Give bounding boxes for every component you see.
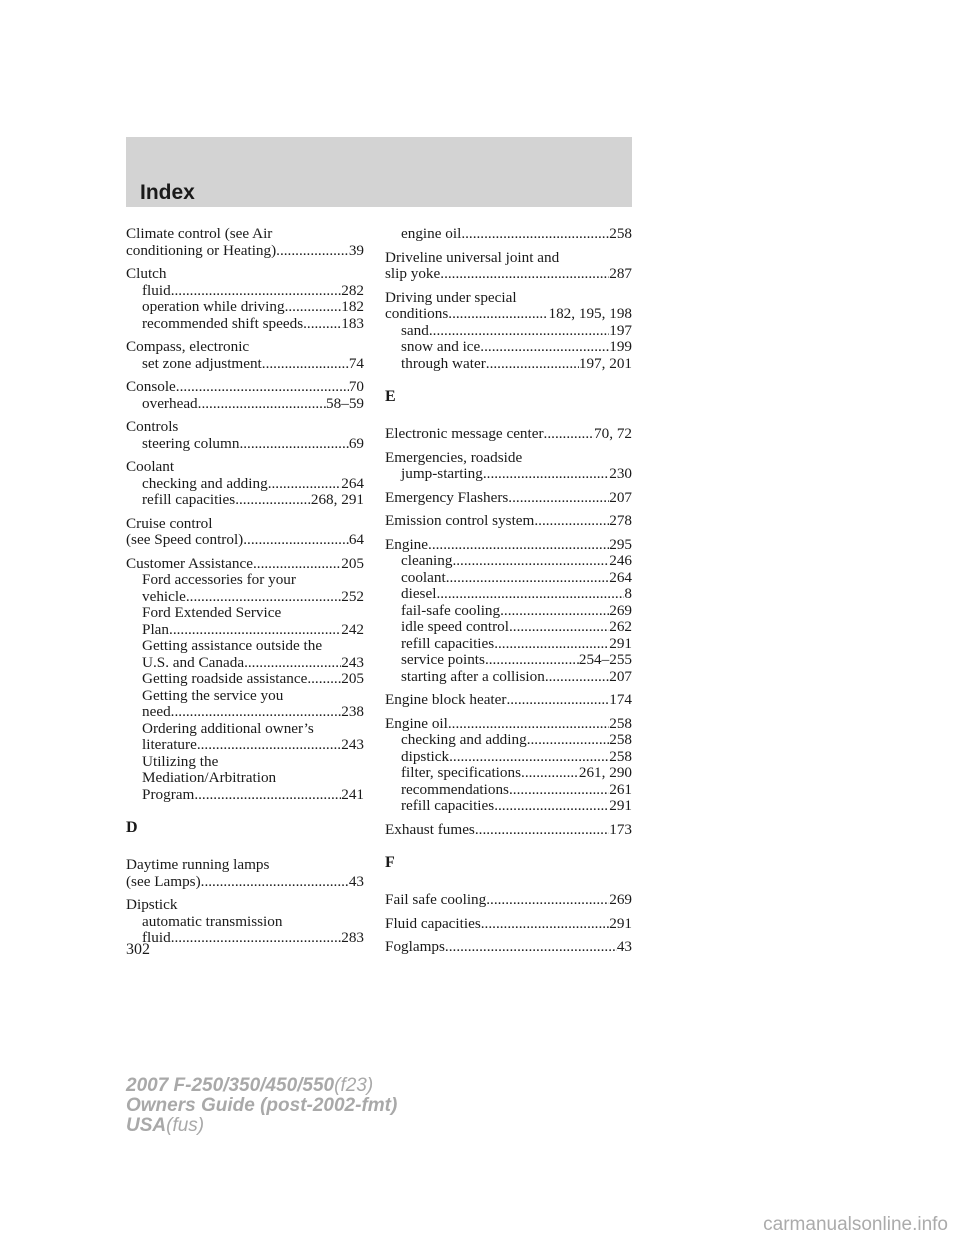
index-subentry bbox=[385, 669, 632, 686]
entry-label: Ford accessories for your bbox=[142, 572, 296, 588]
index-subentry bbox=[126, 299, 364, 316]
page-reference: 278 bbox=[609, 513, 632, 529]
dot-leader bbox=[239, 436, 348, 453]
dot-leader bbox=[485, 652, 579, 669]
entry-label: cleaning bbox=[401, 553, 453, 569]
entry-label: Daytime running lamps bbox=[126, 857, 270, 873]
index-subentry bbox=[126, 671, 364, 688]
index-entry bbox=[126, 897, 364, 947]
page-reference: 261, 290 bbox=[578, 765, 632, 781]
page-reference: 282 bbox=[341, 282, 364, 299]
entry-label: Climate control (see Air bbox=[126, 226, 273, 242]
index-term bbox=[126, 379, 364, 396]
index-subentry bbox=[385, 749, 632, 766]
index-term bbox=[126, 857, 364, 874]
entry-label: set zone adjustment bbox=[142, 355, 262, 372]
index-subentry bbox=[385, 652, 632, 669]
index-term bbox=[385, 250, 632, 267]
dot-leader bbox=[440, 266, 609, 283]
index-entry bbox=[385, 892, 632, 909]
index-subentry bbox=[126, 605, 364, 622]
page-reference: 70 bbox=[348, 379, 364, 395]
page-reference: 254–255 bbox=[578, 652, 632, 668]
dot-leader bbox=[276, 243, 349, 260]
entry-label: automatic transmission bbox=[142, 913, 283, 930]
dot-leader bbox=[534, 513, 609, 530]
page-reference: 69 bbox=[348, 435, 364, 452]
entry-label: literature bbox=[142, 737, 197, 753]
page-reference: 258 bbox=[609, 715, 632, 732]
entry-label: Getting assistance outside the bbox=[142, 638, 323, 654]
index-subentry bbox=[385, 765, 632, 782]
entry-label: recommendations bbox=[401, 781, 509, 798]
dot-leader bbox=[201, 874, 349, 891]
index-entry bbox=[385, 692, 632, 709]
entry-label: Cruise control bbox=[126, 515, 213, 532]
entry-label: recommended shift speeds bbox=[142, 315, 304, 332]
index-entry bbox=[126, 226, 364, 259]
index-term bbox=[385, 692, 632, 709]
index-subentry bbox=[385, 586, 632, 603]
page-reference: 291 bbox=[609, 798, 632, 814]
entry-label: Fluid capacities bbox=[385, 915, 481, 932]
index-term bbox=[126, 874, 364, 891]
entry-label: Customer Assistance bbox=[126, 555, 253, 572]
entry-label: Controls bbox=[126, 419, 179, 435]
entry-label: starting after a collision bbox=[401, 668, 545, 685]
index-term bbox=[126, 459, 364, 476]
dot-leader bbox=[194, 787, 341, 804]
dot-leader bbox=[171, 704, 342, 721]
index-subentry bbox=[385, 782, 632, 799]
index-subentry bbox=[126, 396, 364, 413]
entry-label: overhead bbox=[142, 395, 198, 412]
entry-label: diesel bbox=[401, 586, 437, 602]
entry-label: Engine oil bbox=[385, 715, 448, 732]
entry-label: Driving under special bbox=[385, 289, 517, 306]
index-entry bbox=[385, 290, 632, 373]
footer bbox=[126, 1076, 397, 1136]
dot-leader bbox=[445, 939, 617, 956]
index-entry bbox=[126, 339, 364, 372]
index-term bbox=[385, 266, 632, 283]
dot-leader bbox=[303, 316, 341, 333]
dot-leader bbox=[244, 655, 341, 672]
index-subentry bbox=[385, 732, 632, 749]
dot-leader bbox=[268, 476, 342, 493]
page-reference: 70, 72 bbox=[594, 426, 632, 442]
entry-label: Console bbox=[126, 379, 176, 395]
index-subentry bbox=[385, 466, 632, 483]
page-reference: 43 bbox=[616, 939, 632, 955]
page-reference: 230 bbox=[609, 466, 632, 482]
entry-label: (see Speed control) bbox=[126, 532, 244, 548]
entry-label: Coolant bbox=[126, 459, 175, 475]
dot-leader bbox=[452, 553, 609, 570]
footer-line-1: 2007 F-250/350/450/550(f23) bbox=[126, 1075, 374, 1096]
entry-label: refill capacities bbox=[142, 492, 236, 508]
index-subentry bbox=[126, 492, 364, 509]
index-term bbox=[385, 916, 632, 933]
entry-label: filter, specifications bbox=[401, 765, 522, 781]
dot-leader bbox=[486, 356, 579, 373]
dot-leader bbox=[243, 532, 349, 549]
watermark: carmanualsonline.info bbox=[763, 1214, 948, 1235]
index-entry bbox=[385, 490, 632, 507]
entry-label: Ordering additional owner’s bbox=[142, 720, 314, 737]
index-entry bbox=[126, 266, 364, 332]
page-reference: 8 bbox=[624, 586, 632, 602]
page-reference: 258 bbox=[609, 226, 632, 242]
entry-label: Clutch bbox=[126, 266, 167, 282]
entry-label: Foglamps bbox=[385, 939, 445, 955]
index-term bbox=[385, 490, 632, 507]
entry-label: Getting the service you bbox=[142, 687, 284, 704]
dot-leader bbox=[509, 619, 609, 636]
index-term bbox=[385, 716, 632, 733]
page-reference: 295 bbox=[609, 536, 632, 553]
entry-label: Emission control system bbox=[385, 513, 535, 529]
dot-leader bbox=[429, 323, 609, 340]
entry-label: jump-starting bbox=[401, 466, 483, 482]
index-term bbox=[385, 892, 632, 909]
index-entry bbox=[385, 537, 632, 686]
page-reference: 287 bbox=[609, 266, 632, 282]
entry-label: dipstick bbox=[401, 748, 450, 765]
index-entry bbox=[385, 513, 632, 530]
page-reference: 58–59 bbox=[326, 395, 364, 412]
index-subentry bbox=[126, 655, 364, 672]
page-reference: 269 bbox=[609, 602, 632, 619]
page-reference: 291 bbox=[609, 635, 632, 652]
index-subentry bbox=[126, 721, 364, 738]
dot-leader bbox=[449, 749, 609, 766]
index-term bbox=[385, 513, 632, 530]
entry-label: U.S. and Canada bbox=[142, 654, 245, 671]
entry-label: coolant bbox=[401, 569, 446, 586]
entry-label: Mediation/Arbitration bbox=[142, 770, 277, 786]
index-subentry bbox=[126, 622, 364, 639]
page-number: 302 bbox=[126, 941, 150, 958]
index-subentry bbox=[126, 316, 364, 333]
index-subentry bbox=[126, 476, 364, 493]
page-title: Index bbox=[140, 181, 195, 204]
index-subentry bbox=[385, 323, 632, 340]
index-subentry bbox=[126, 704, 364, 721]
dot-leader bbox=[428, 537, 609, 554]
entry-label: Fail safe cooling bbox=[385, 892, 487, 908]
dot-leader bbox=[176, 379, 349, 396]
entry-label: conditions bbox=[385, 306, 449, 322]
header-band bbox=[126, 137, 632, 207]
entry-label: Program bbox=[142, 786, 195, 803]
entry-label: Getting roadside assistance bbox=[142, 671, 308, 687]
dot-leader bbox=[544, 426, 594, 443]
index-term bbox=[126, 419, 364, 436]
page-reference: 43 bbox=[348, 873, 364, 890]
footer-line-3: USA(fus) bbox=[126, 1115, 205, 1136]
dot-leader bbox=[448, 716, 609, 733]
dot-leader bbox=[483, 466, 609, 483]
page-reference: 243 bbox=[341, 737, 364, 753]
dot-leader bbox=[508, 490, 609, 507]
page-reference: 174 bbox=[609, 692, 632, 708]
entry-label: idle speed control bbox=[401, 619, 509, 635]
index-entry bbox=[385, 426, 632, 443]
entry-label: checking and adding bbox=[401, 732, 527, 748]
page-reference: 182 bbox=[341, 299, 364, 315]
dot-leader bbox=[186, 589, 341, 606]
page-reference: 264 bbox=[341, 475, 364, 492]
page-reference: 238 bbox=[341, 704, 364, 720]
index-subentry bbox=[385, 798, 632, 815]
index-subentry bbox=[126, 914, 364, 931]
index-entry bbox=[126, 459, 364, 509]
entry-label: Ford Extended Service bbox=[142, 605, 282, 621]
dot-leader bbox=[198, 396, 326, 413]
index-subentry bbox=[126, 737, 364, 754]
index-entry bbox=[126, 516, 364, 549]
index-term bbox=[126, 243, 364, 260]
page-reference: 242 bbox=[341, 621, 364, 638]
index-term bbox=[126, 516, 364, 533]
index-subentry bbox=[126, 688, 364, 705]
index-column-right bbox=[385, 226, 632, 963]
index-entry bbox=[385, 916, 632, 933]
index-term bbox=[126, 226, 364, 243]
dot-leader bbox=[500, 603, 609, 620]
page-reference: 74 bbox=[348, 355, 364, 372]
index-subentry bbox=[126, 754, 364, 771]
entry-label: Exhaust fumes bbox=[385, 821, 475, 838]
index-subentry bbox=[126, 356, 364, 373]
entry-label: engine oil bbox=[401, 226, 462, 242]
page-reference: 183 bbox=[341, 315, 364, 332]
page-reference: 241 bbox=[341, 786, 364, 803]
page-reference: 182, 195, 198 bbox=[548, 306, 632, 322]
entry-label: Engine block heater bbox=[385, 692, 507, 708]
page-reference: 64 bbox=[348, 532, 364, 548]
page-reference: 261 bbox=[609, 781, 632, 798]
index-subentry bbox=[126, 436, 364, 453]
index-subentry bbox=[385, 226, 632, 243]
index-term bbox=[385, 426, 632, 443]
index-term bbox=[385, 822, 632, 839]
dot-leader bbox=[197, 737, 341, 754]
dot-leader bbox=[494, 636, 609, 653]
page-reference: 243 bbox=[341, 654, 364, 671]
index-entry bbox=[385, 226, 632, 243]
index-subentry bbox=[385, 570, 632, 587]
index-subentry bbox=[126, 283, 364, 300]
entry-label: fluid bbox=[142, 930, 171, 946]
index-entry bbox=[385, 450, 632, 483]
index-term bbox=[126, 897, 364, 914]
entry-label: refill capacities bbox=[401, 798, 495, 814]
index-term bbox=[385, 306, 632, 323]
dot-leader bbox=[262, 356, 349, 373]
entry-label: through water bbox=[401, 355, 486, 372]
index-term bbox=[385, 450, 632, 467]
entry-label: Plan bbox=[142, 621, 170, 638]
index-subentry bbox=[385, 619, 632, 636]
page-reference: 283 bbox=[341, 930, 364, 946]
entry-label: Utilizing the bbox=[142, 753, 219, 770]
dot-leader bbox=[545, 669, 609, 686]
entry-label: sand bbox=[401, 322, 429, 339]
entry-label: operation while driving bbox=[142, 299, 285, 315]
entry-label: Emergency Flashers bbox=[385, 489, 509, 506]
footer-line-2: Owners Guide (post-2002-fmt) bbox=[126, 1095, 398, 1116]
section-letter: E bbox=[385, 388, 396, 405]
index-subentry bbox=[385, 339, 632, 356]
page-reference: 207 bbox=[609, 489, 632, 506]
dot-leader bbox=[486, 892, 609, 909]
page-reference: 258 bbox=[609, 732, 632, 748]
index-subentry bbox=[385, 553, 632, 570]
dot-leader bbox=[475, 822, 609, 839]
index-entry bbox=[126, 857, 364, 890]
entry-label: fluid bbox=[142, 282, 171, 299]
index-term bbox=[385, 537, 632, 554]
entry-label: snow and ice bbox=[401, 339, 481, 355]
dot-leader bbox=[509, 782, 609, 799]
index-entry bbox=[385, 822, 632, 839]
page-reference: 205 bbox=[341, 555, 364, 572]
page-reference: 264 bbox=[609, 569, 632, 586]
entry-label: service points bbox=[401, 652, 485, 668]
section-letter: D bbox=[126, 819, 138, 836]
entry-label: checking and adding bbox=[142, 475, 268, 492]
dot-leader bbox=[169, 622, 341, 639]
entry-label: slip yoke bbox=[385, 266, 441, 282]
dot-leader bbox=[307, 671, 341, 688]
dot-leader bbox=[171, 930, 342, 947]
index-subentry bbox=[385, 636, 632, 653]
index-subentry bbox=[126, 638, 364, 655]
dot-leader bbox=[436, 586, 624, 603]
section-letter: F bbox=[385, 854, 395, 871]
index-term bbox=[126, 556, 364, 573]
index-entry bbox=[385, 716, 632, 815]
page-reference: 39 bbox=[348, 242, 364, 259]
dot-leader bbox=[285, 299, 342, 316]
dot-leader bbox=[494, 798, 609, 815]
page-reference: 246 bbox=[609, 553, 632, 569]
dot-leader bbox=[527, 732, 610, 749]
index-subentry bbox=[126, 930, 364, 947]
page-reference: 252 bbox=[341, 588, 364, 605]
entry-label: Emergencies, roadside bbox=[385, 449, 523, 466]
page-reference: 197, 201 bbox=[578, 355, 632, 372]
entry-label: steering column bbox=[142, 435, 240, 452]
entry-label: (see Lamps) bbox=[126, 873, 201, 890]
entry-label: Driveline universal joint and bbox=[385, 249, 560, 266]
page-reference: 258 bbox=[609, 748, 632, 765]
entry-label: refill capacities bbox=[401, 635, 495, 652]
page-reference: 269 bbox=[609, 892, 632, 908]
dot-leader bbox=[253, 556, 341, 573]
entry-label: Engine bbox=[385, 536, 429, 553]
dot-leader bbox=[481, 916, 609, 933]
index-entry bbox=[126, 419, 364, 452]
index-entry bbox=[385, 939, 632, 956]
entry-label: Electronic message center bbox=[385, 426, 544, 442]
dot-leader bbox=[506, 692, 609, 709]
dot-leader bbox=[235, 492, 311, 509]
entry-label: need bbox=[142, 704, 171, 720]
dot-leader bbox=[461, 226, 609, 243]
index-term bbox=[126, 339, 364, 356]
index-term bbox=[385, 939, 632, 956]
index-term bbox=[126, 266, 364, 283]
index-subentry bbox=[126, 787, 364, 804]
index-subentry bbox=[385, 356, 632, 373]
dot-leader bbox=[171, 283, 342, 300]
index-term bbox=[126, 532, 364, 549]
index-term bbox=[385, 290, 632, 307]
index-subentry bbox=[126, 589, 364, 606]
page-reference: 291 bbox=[609, 915, 632, 932]
index-subentry bbox=[126, 770, 364, 787]
dot-leader bbox=[480, 339, 609, 356]
entry-label: vehicle bbox=[142, 588, 186, 605]
page-reference: 207 bbox=[609, 668, 632, 685]
index-subentry bbox=[126, 572, 364, 589]
dot-leader bbox=[521, 765, 579, 782]
dot-leader bbox=[446, 570, 610, 587]
entry-label: Compass, electronic bbox=[126, 339, 250, 355]
index-entry bbox=[385, 250, 632, 283]
index-subentry bbox=[385, 603, 632, 620]
page-reference: 268, 291 bbox=[310, 492, 364, 508]
page-reference: 205 bbox=[341, 671, 364, 687]
index-column-left bbox=[126, 226, 364, 954]
dot-leader bbox=[448, 306, 548, 323]
entry-label: Dipstick bbox=[126, 897, 178, 913]
page-reference: 173 bbox=[609, 821, 632, 838]
page-reference: 199 bbox=[609, 339, 632, 355]
index-entry bbox=[126, 379, 364, 412]
entry-label: conditioning or Heating) bbox=[126, 242, 277, 259]
page-reference: 262 bbox=[609, 619, 632, 635]
index-entry bbox=[126, 556, 364, 804]
page-reference: 197 bbox=[609, 322, 632, 339]
entry-label: fail-safe cooling bbox=[401, 602, 501, 619]
